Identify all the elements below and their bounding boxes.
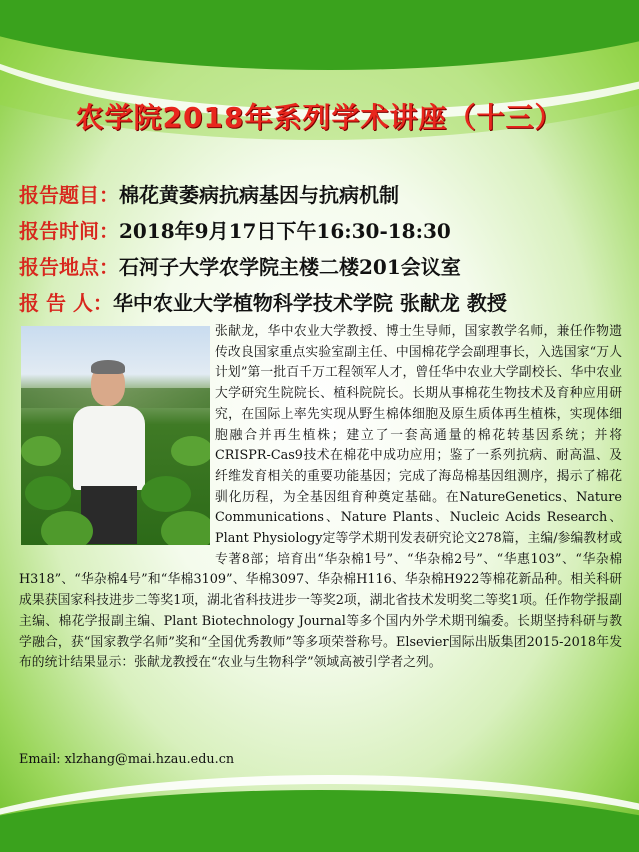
info-value: 2018年9月17日下午16:30-18:30 [119,218,451,243]
poster-title: 农学院2018年系列学术讲座（十三） [75,101,564,134]
info-label: 报告时间： [19,218,119,243]
info-label: 报告地点： [19,254,119,279]
info-row-speaker [19,283,507,319]
speaker-bio [19,322,622,674]
info-row-time [19,211,507,247]
contact-email: Email: xlzhang@mai.hzau.edu.cn [19,752,235,767]
bio-text: 张献龙，华中农业大学教授、博士生导师，国家教学名师，兼任作物遗传改良国家重点实验室副主任、中国棉花学会副理事长，入选国家“万人计划”第一批百千万工程领军人才，曾任华中农业大学副校长、华中农业大学研究生院院长、植科院院长。长期从事棉花生物技术及育种应用研究，在国际上率先实现从野生棉体细胞及原生质体再生植株，实现体细胞融合并再生植株；建立了一套高通量的棉花转基因系统；并将CRISPR-Cas9技术在棉花中成功应用；鉴了一系列抗病、耐高温、及纤维发育相关的重要功能基因；完成了海岛棉基因组测序，揭示了棉花驯化历程，为全基因组育种奠定基础。在NatureGenetics、Nature Communications、Nature Plants、Nucleic Acids Research、Plant Physiology定等学术期刊发表研究论文278篇，主编/参编教材或专著8部；培育出“华杂棉1号”、“华杂棉2号”、“华惠103”、“华杂棉H318”、“华杂棉4号”和“华棉3109”、华棉3097、华杂棉H116、华杂棉H922等棉花新品种。相关科研成果获国家科技进步二等奖1项，湖北省科技进步一等奖2项，湖北省技术发明奖二等奖1项。任作物学报副主编、棉花学报副主编、Plant Biotechnology Journal等多个国内外学术期刊编委。长期坚持科研与教学融合，获“国家教学名师”奖和“全国优秀教师”等多项荣誉称号。Elsevier国际出版集团2015-2018年发布的统计结果显示：张献龙教授在“农业与生物科学”领域高被引学者之列。 [19,324,622,671]
info-value: 石河子大学农学院主楼二楼201会议室 [119,254,461,279]
info-label: 报告题目： [19,182,119,207]
bottom-white-swoosh [0,775,639,852]
info-value: 棉花黄萎病抗病基因与抗病机制 [119,182,399,207]
info-row-location [19,247,507,283]
info-row-topic [19,175,507,211]
lecture-info [19,175,507,319]
info-value: 华中农业大学植物科学技术学院 张献龙 教授 [112,290,507,315]
info-label: 报 告 人： [19,290,113,315]
